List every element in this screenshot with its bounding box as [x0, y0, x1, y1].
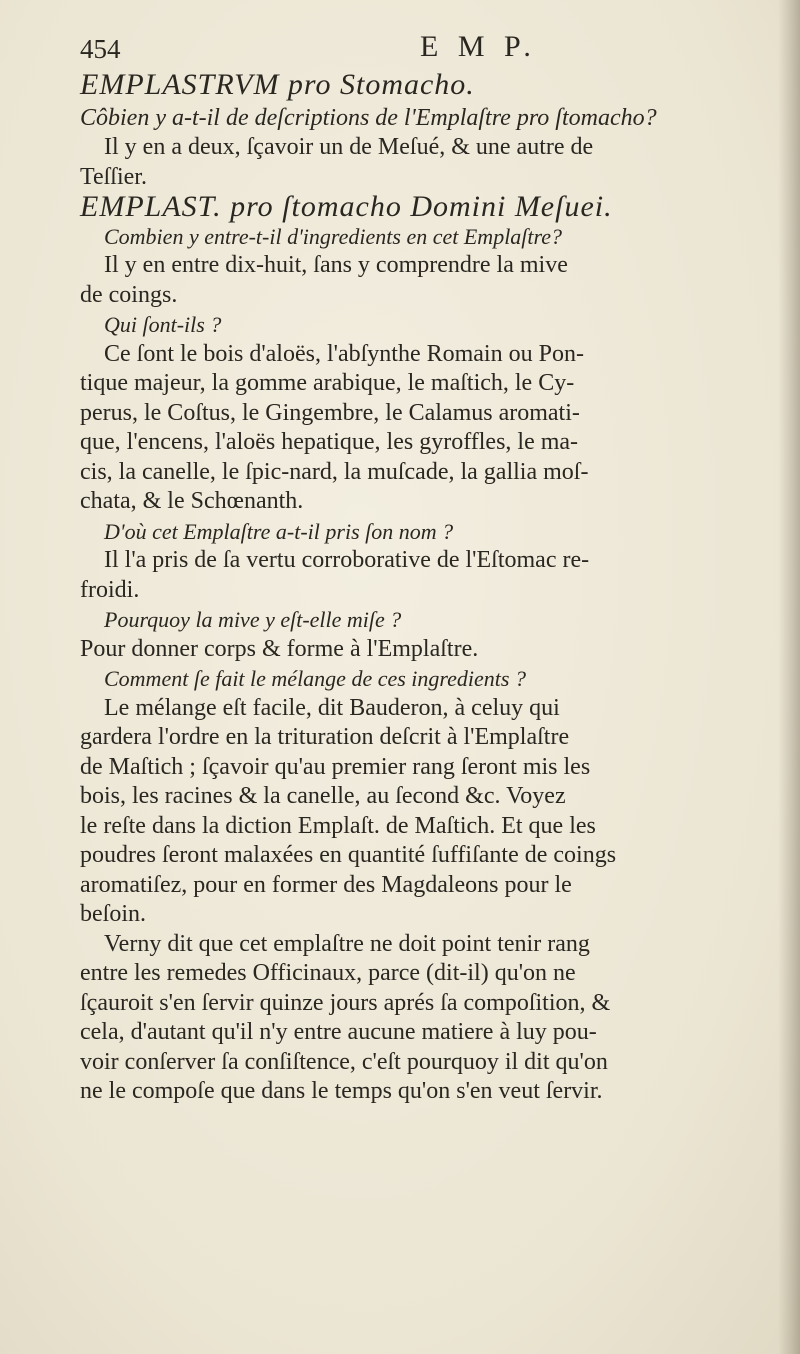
answer-line: tique majeur, la gomme arabique, le maſtich, le Cy-	[80, 370, 575, 396]
answer-line: de Maſtich ; ſçavoir qu'au premier rang ſeront mis les	[80, 753, 591, 780]
answer-line: le reſte dans la diction Emplaſt. de Maſtich. Et que les	[80, 812, 596, 839]
answer-line: Il l'a pris de ſa vertu corroborative de l'Eſtomac re-	[104, 547, 590, 573]
answer-line: gardera l'ordre en la trituration deſcrit à l'Emplaſtre	[80, 724, 570, 750]
answer-line: Teſſier.	[80, 163, 147, 190]
paragraph-line: ne le compoſe que dans le temps qu'on s'en veut ſervir.	[80, 1078, 603, 1104]
page-body	[80, 70, 720, 1107]
question-line: Comment ſe fait le mélange de ces ingredients ?	[104, 666, 526, 691]
page-header	[80, 30, 740, 70]
question-line: Qui ſont-ils ?	[104, 312, 222, 337]
answer-line: bois, les racines & la canelle, au ſecond &c. Voyez	[80, 783, 566, 809]
section-title: EMPLASTRVM pro Stomacho.	[80, 68, 475, 101]
answer-line: Il y en entre dix-huit, ſans y comprendre la mive	[104, 252, 568, 278]
question-line: Pourquoy la mive y eſt-elle miſe ?	[104, 607, 402, 632]
paragraph-line: voir conſerver ſa conſiſtence, c'eſt pourquoy il dit qu'on	[80, 1048, 608, 1075]
answer-line: Le mélange eſt facile, dit Bauderon, à celuy qui	[104, 694, 560, 721]
answer-line: Ce ſont le bois d'aloës, l'abſynthe Romain ou Pon-	[104, 340, 584, 367]
answer-line: beſoin.	[80, 901, 146, 927]
answer-line: Pour donner corps & forme à l'Emplaſtre.	[80, 635, 479, 662]
paragraph-line: entre les remedes Officinaux, parce (dit-il) qu'on ne	[80, 960, 576, 986]
paragraph-line: Verny dit que cet emplaſtre ne doit point tenir rang	[104, 930, 590, 957]
answer-line: aromatiſez, pour en former des Magdaleons pour le	[80, 871, 572, 898]
question-line: Combien y entre-t-il d'ingredients en cet Emplaſtre?	[104, 223, 563, 249]
running-head: E M P.	[420, 30, 537, 63]
answer-line: froidi.	[80, 576, 140, 603]
answer-line: que, l'encens, l'aloës hepatique, les gyroffles, le ma-	[80, 429, 579, 455]
answer-line: de coings.	[80, 281, 178, 308]
paragraph-line: ſçauroit s'en ſervir quinze jours aprés ſa compoſition, &	[80, 989, 611, 1016]
section-title: EMPLAST. pro ſtomacho Domini Meſuei.	[80, 190, 613, 223]
question-line: D'où cet Emplaſtre a-t-il pris ſon nom ?	[104, 518, 454, 544]
question-line: Côbien y a-t-il de deſcriptions de l'Emplaſtre pro ſtomacho?	[80, 104, 657, 131]
paragraph-line: cela, d'autant qu'il n'y entre aucune matiere à luy pou-	[80, 1019, 597, 1045]
page-edge-shadow	[778, 0, 800, 1354]
answer-line: perus, le Coſtus, le Gingembre, le Calamus aromati-	[80, 399, 580, 426]
answer-line: Il y en a deux, ſçavoir un de Meſué, & une autre de	[104, 134, 594, 160]
answer-line: chata, & le Schœnanth.	[80, 488, 304, 514]
answer-line: cis, la canelle, le ſpic-nard, la muſcade, la gallia moſ-	[80, 458, 589, 485]
answer-line: poudres ſeront malaxées en quantité ſuffiſante de coings	[80, 842, 617, 868]
page-number: 454	[80, 34, 121, 64]
